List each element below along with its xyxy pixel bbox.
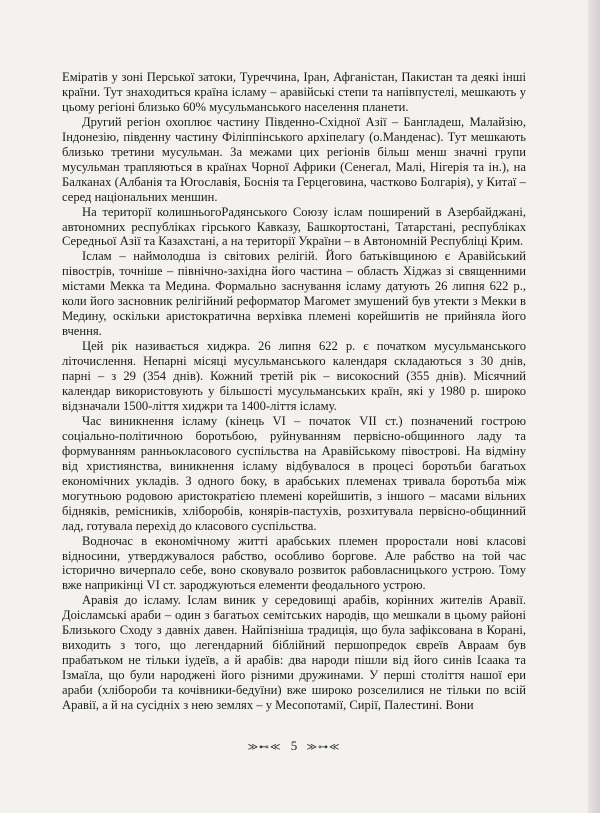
paragraph-2: Другий регіон охоплює частину Південно-Східної Азії – Бангладеш, Малайзію, Індонезію, південну частину Філіппінського архіпелагу (о.Манденас). Тут мешкають близько третини мусульман. За межами цих регіонів більш менш значні групи мусульман трапляються в країнах Чорної Африки (Сенегал, Малі, Нігерія та ін.), на Балканах (Албанія та Югославія, Боснія та Герцеговина, частково Болгарія), у Китаї – серед національних меншин. — [62, 114, 526, 204]
paragraph-3: На території колишньогоРадянського Союзу іслам поширений в Азербайджані, автономних республіках гірського Кавказу, Башкортостані, Татарстані, республіках Середньої Азії та Казахстані, а на території України – в Автономній Республіці Крим. — [62, 204, 526, 249]
paragraph-1: Еміратів у зоні Перської затоки, Туреччина, Іран, Афганістан, Пакистан та деякі інші країни. Тут знаходиться країна ісламу – аравійські степи та напівпустелі, мешкають у цьому регіоні близько 60% мусульманського населення планети. — [62, 70, 526, 114]
paragraph-5: Цей рік називається хиджра. 26 липня 622 р. є початком мусульманського літочислення. Непарні місяці мусульманського календаря складаються з 30 днів, парні – з 29 (354 днів). Кожний третій рік – високосний (355 днів). Місячний календар використовують у більшості мусульманських країн, які у 1980 р. широко відзначали 1500-ліття хиджри та 1400-ліття ісламу. — [62, 339, 526, 413]
ornament-right-icon: ≫⊶≪ — [306, 742, 341, 753]
page-edge — [588, 0, 600, 813]
page-footer — [0, 738, 588, 754]
page-number: 5 — [290, 738, 298, 753]
paragraph-4: Іслам – наймолодша із світових релігій. Його батьківщиною є Аравійський півострів, точніше – північно-західна його частина – область Хіджаз зі священними містами Мекка та Медина. Формально заснування ісламу датують 26 липня 622 р., коли його засновник релігійний реформатор Магомет змушений був утекти з Мекки в Медину, оскільки аристократична верхівка племені корейшитів не прийняла його вчення. — [62, 249, 526, 339]
paragraph-7: Водночас в економічному житті арабських племен проростали нові класові відносини, утверджувалося рабство, особливо боргове. Але рабство на той час історично вичерпало себе, воно сковувало розвиток рабовласницького устрою. Тому вже наприкінці VI ст. зароджуються елементи феодального устрою. — [62, 533, 526, 593]
ornament-left-icon: ≫⊷≪ — [247, 742, 282, 753]
paragraph-8: Аравія до ісламу. Іслам виник у середовищі арабів, корінних жителів Аравії. Доісламські араби – один з багатьох семітських народів, що мешкали в цьому районі Близького Сходу з давніх давен. Найпізніша традиція, що була зафіксована в Корані, виходить з того, що легендарний біблійний першопредок євреїв Авраам був прабатьком не тільки іудеїв, а й арабів: два народи пішли від його синів Ісаака та Ізмаїла, що були народжені його різними дружинами. У перші століття нашої ери араби (хлібороби та кочівники-бедуїни) вже широко розселилися не тільки по всій Аравії, а й на сусідніх з нею землях – у Месопотамії, Сирії, Палестині. Вони — [62, 593, 526, 713]
paragraph-6: Час виникнення ісламу (кінець VI – початок VII ст.) позначений гострою соціально-політичною боротьбою, руйнуванням первісно-общинного ладу та формуванням ранньокласового суспільства на Аравійському півострові. На відміну від християнства, виникнення ісламу відбувалося в процесі боротьби багатьох економічних укладів. З одного боку, в арабських племенах тривала боротьба між могутньою родовою аристократією племені корейшитів, з іншого – масами вільних бідняків, ремісників, хліборобів, конярів-пастухів, розхитувала первісно-общинний лад, готувала перехід до класового суспільства. — [62, 413, 526, 533]
body-text — [62, 70, 526, 713]
